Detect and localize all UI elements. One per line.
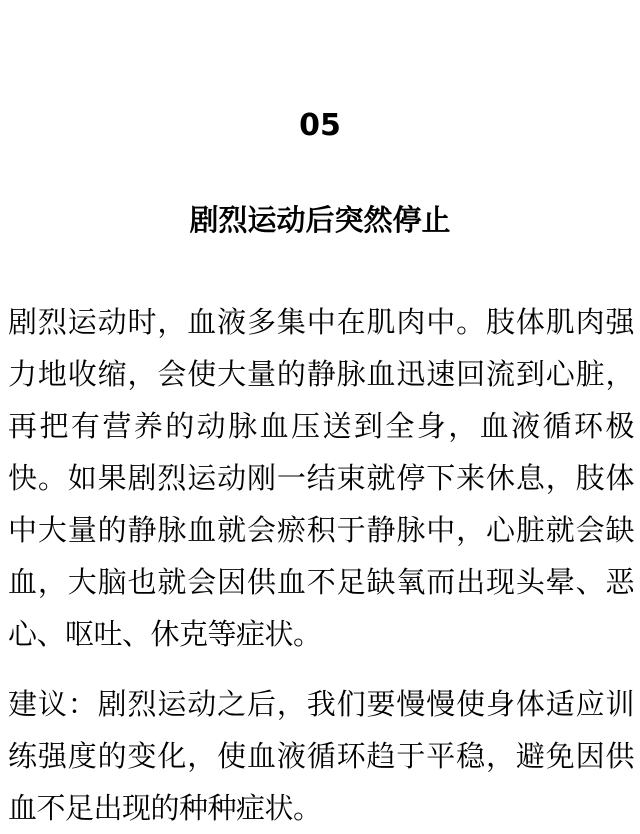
body-paragraph-advice: 建议：剧烈运动之后，我们要慢慢使身体适应训练强度的变化，使血液循环趋于平稳，避免因供血不足出现的种种症状。 [8,687,634,825]
section-number: 05 [299,108,341,143]
body-paragraph-explanation: 剧烈运动时，血液多集中在肌肉中。肢体肌肉强力地收缩，会使大量的静脉血迅速回流到心脏，再把有营养的动脉血压送到全身，血液循环极快。如果剧烈运动刚一结束就停下来休息，肢体中大量的静脉血就会瘀积于静脉中，心脏就会缺血，大脑也就会因供血不足缺氧而出现头晕、恶心、呕吐、休克等症状。 [8,305,634,651]
section-title: 剧烈运动后突然停止 [189,203,451,237]
